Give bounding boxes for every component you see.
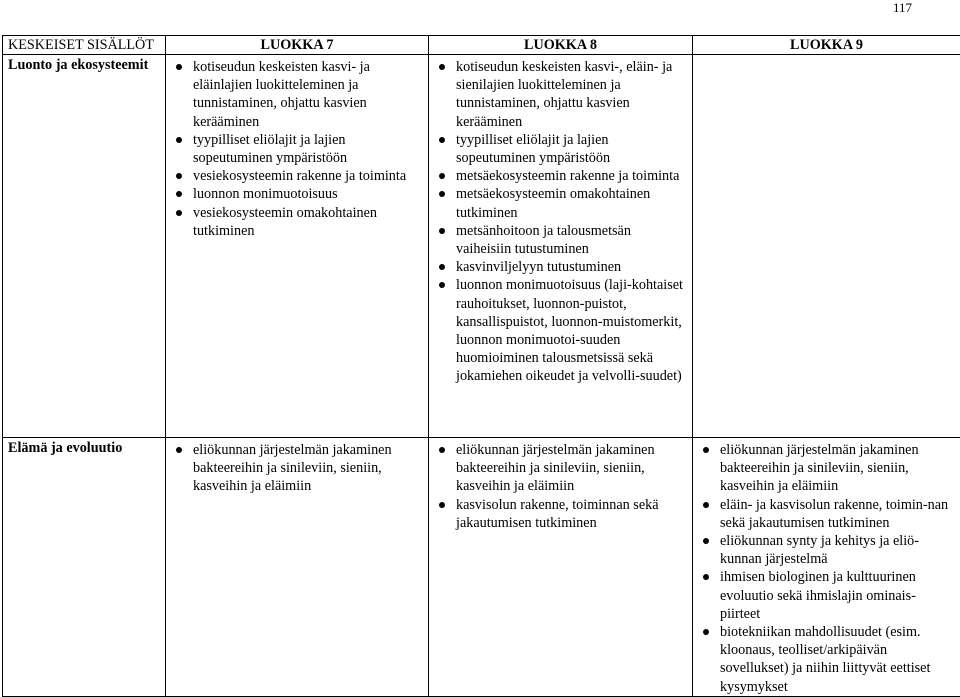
list-item: kotiseudun keskeisten kasvi- ja eläinlajien luokitteleminen ja tunnistaminen, ohjattu kasvien kerääminen	[166, 58, 424, 131]
list-item: eliökunnan järjestelmän jakaminen bakteereihin ja sinileviin, sieniin, kasveihin ja eläimiin	[693, 441, 956, 496]
grade-8-cell	[429, 55, 693, 438]
list-item: eliökunnan järjestelmän jakaminen bakteereihin ja sinileviin, sieniin, kasveihin ja eläimiin	[166, 441, 424, 496]
list-item: eliökunnan synty ja kehitys ja eliö-kunnan järjestelmä	[693, 532, 956, 568]
list-item: tyypilliset eliölajit ja lajien sopeutuminen ympäristöön	[429, 131, 688, 167]
grade-7-cell	[166, 55, 429, 438]
grade-7-cell	[166, 438, 429, 697]
bullet-list	[693, 438, 960, 696]
bullet-list	[429, 55, 692, 386]
header-key-contents: KESKEISET SISÄLLÖT	[3, 36, 166, 55]
grade-8-cell	[429, 438, 693, 697]
header-grade-8: LUOKKA 8	[429, 36, 693, 55]
list-item: kotiseudun keskeisten kasvi-, eläin- ja sienilajien luokitteleminen ja tunnistaminen, ohjattu kasvien kerääminen	[429, 58, 688, 131]
bullet-list	[166, 55, 428, 240]
page-number: 117	[893, 0, 912, 16]
list-item: ihmisen biologinen ja kulttuurinen evoluutio sekä ihmislajin ominais-piirteet	[693, 568, 956, 623]
table-row	[3, 438, 960, 697]
list-item: metsäekosysteemin omakohtainen tutkiminen	[429, 185, 688, 221]
content-area-label: Elämä ja evoluutio	[3, 438, 166, 697]
list-item: luonnon monimuotoisuus (laji-kohtaiset rauhoitukset, luonnon-puistot, kansallispuistot, luonnon-muistomerkit, luonnon monimuotoi-suuden huomioiminen talousmetsissä sekä jokamiehen oikeudet ja velvolli-suudet)	[429, 276, 688, 385]
list-item: biotekniikan mahdollisuudet (esim. kloonaus, teolliset/arkipäivän sovellukset) ja niihin liittyvät eettiset kysymykset	[693, 623, 956, 696]
bullet-list	[166, 438, 428, 496]
list-item: kasvinviljelyyn tutustuminen	[429, 258, 688, 276]
list-item: eläin- ja kasvisolun rakenne, toimin-nan sekä jakautumisen tutkiminen	[693, 496, 956, 532]
grade-9-cell	[693, 55, 960, 438]
table-row	[3, 55, 960, 438]
header-grade-7: LUOKKA 7	[166, 36, 429, 55]
list-item: metsänhoitoon ja talousmetsän vaiheisiin tutustuminen	[429, 222, 688, 258]
list-item: metsäekosysteemin rakenne ja toiminta	[429, 167, 688, 185]
list-item: eliökunnan järjestelmän jakaminen bakteereihin ja sinileviin, sieniin, kasveihin ja eläimiin	[429, 441, 688, 496]
header-grade-9: LUOKKA 9	[693, 36, 960, 55]
list-item: vesiekosysteemin omakohtainen tutkiminen	[166, 204, 424, 240]
list-item: luonnon monimuotoisuus	[166, 185, 424, 203]
list-item: vesiekosysteemin rakenne ja toiminta	[166, 167, 424, 185]
grade-9-cell	[693, 438, 960, 697]
content-area-label: Luonto ja ekosysteemit	[3, 55, 166, 438]
list-item: kasvisolun rakenne, toiminnan sekä jakautumisen tutkiminen	[429, 496, 688, 532]
curriculum-table	[2, 35, 960, 697]
bullet-list	[429, 438, 692, 532]
list-item: tyypilliset eliölajit ja lajien sopeutuminen ympäristöön	[166, 131, 424, 167]
header-row	[3, 36, 960, 55]
